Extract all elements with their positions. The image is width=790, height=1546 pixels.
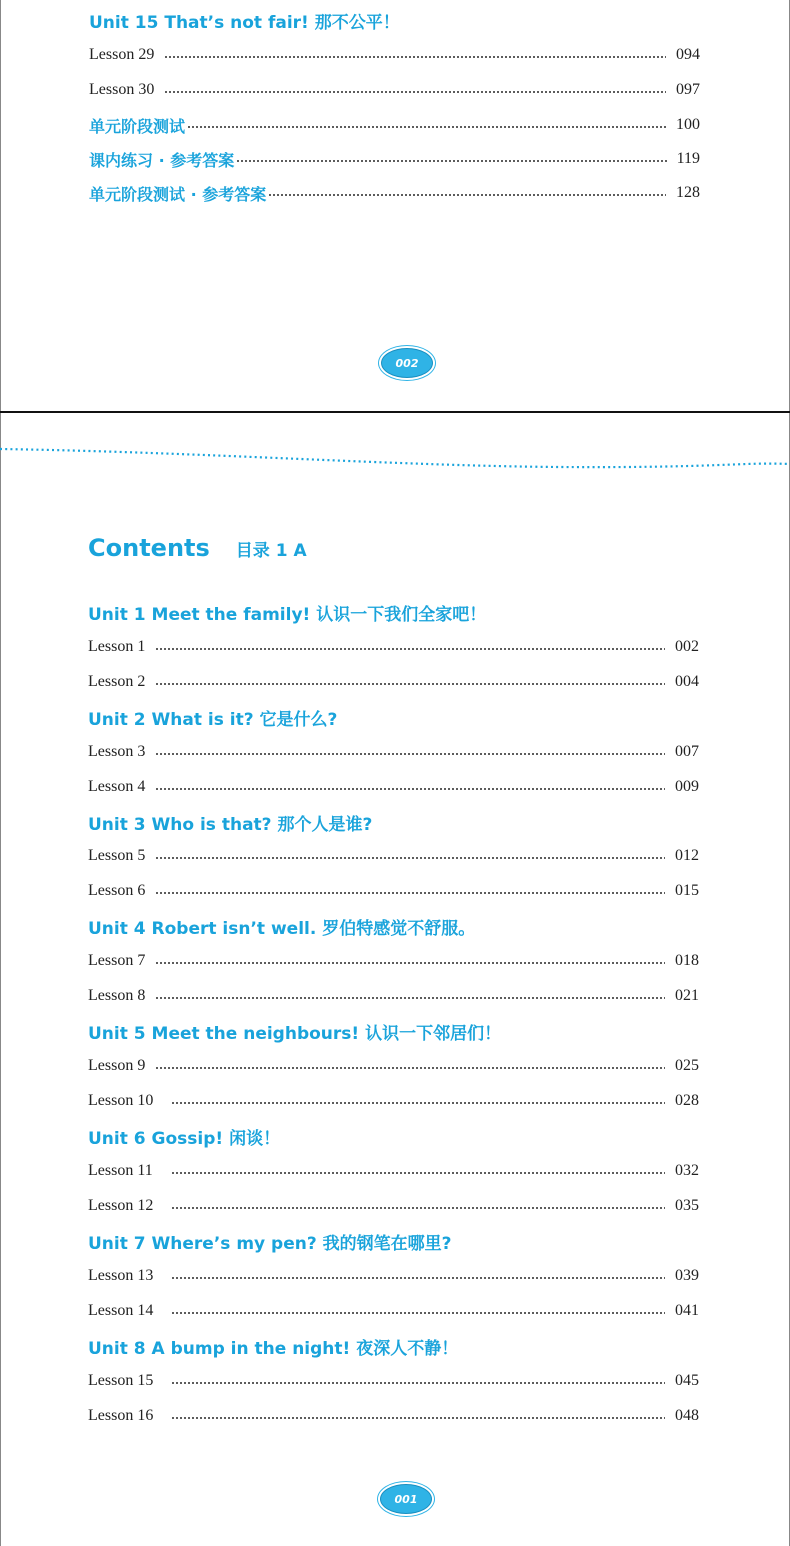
page-number: 021 xyxy=(675,987,699,1004)
lesson-label: Lesson 5 xyxy=(88,847,146,864)
unit-heading-text: Unit 1 Meet the family! 认识一下我们全家吧！ xyxy=(88,604,487,625)
toc-entry-unit-test[interactable] xyxy=(89,110,700,140)
dot-leader xyxy=(171,1382,665,1384)
page-number: 009 xyxy=(675,778,699,795)
dot-leader xyxy=(155,857,665,859)
lesson-label: Lesson 29 xyxy=(89,46,155,63)
unit-heading-text: Unit 15 That’s not fair! 那不公平！ xyxy=(89,12,400,33)
unit-heading-2[interactable] xyxy=(88,702,699,732)
toc-entry-lesson-5[interactable] xyxy=(88,841,699,871)
toc-entry-lesson-9[interactable] xyxy=(88,1051,699,1081)
toc-entry-lesson-29[interactable] xyxy=(89,40,700,70)
page-number: 025 xyxy=(675,1057,699,1074)
unit-heading-15 xyxy=(89,5,700,35)
page-number: 128 xyxy=(676,184,700,201)
lesson-label: Lesson 2 xyxy=(88,673,146,690)
page-number: 004 xyxy=(675,673,699,690)
unit-heading-text: Unit 8 A bump in the night! 夜深人不静！ xyxy=(88,1338,459,1359)
dot-leader xyxy=(155,788,665,790)
unit-heading-5[interactable] xyxy=(88,1016,699,1046)
section-label: 单元阶段测试 · 参考答案 xyxy=(89,184,267,204)
page-number: 119 xyxy=(676,150,700,167)
dot-leader xyxy=(171,1277,665,1279)
dot-leader xyxy=(236,160,666,162)
unit-heading-text: Unit 2 What is it? 它是什么? xyxy=(88,709,338,730)
unit-heading-3[interactable] xyxy=(88,807,699,837)
toc-entry-test-answers[interactable] xyxy=(89,178,700,208)
toc-entry-lesson-4[interactable] xyxy=(88,772,699,802)
dot-leader xyxy=(171,1102,665,1104)
toc-entry-lesson-30[interactable] xyxy=(89,75,700,105)
toc-entry-lesson-16[interactable] xyxy=(88,1401,699,1431)
toc-entry-lesson-2[interactable] xyxy=(88,667,699,697)
dot-leader xyxy=(155,962,665,964)
dot-leader xyxy=(155,648,665,650)
dot-leader xyxy=(164,91,666,93)
dot-leader xyxy=(171,1207,665,1209)
toc-page-002 xyxy=(0,0,790,413)
page-number: 045 xyxy=(675,1372,699,1389)
dot-leader xyxy=(155,997,665,999)
unit-heading-text: Unit 6 Gossip! 闲谈！ xyxy=(88,1128,281,1149)
dot-leader xyxy=(155,892,665,894)
toc-entry-lesson-12[interactable] xyxy=(88,1191,699,1221)
page-number: 007 xyxy=(675,743,699,760)
lesson-label: Lesson 8 xyxy=(88,987,146,1004)
lesson-label: Lesson 10 xyxy=(88,1092,154,1109)
page-number: 002 xyxy=(675,638,699,655)
unit-heading-7[interactable] xyxy=(88,1226,699,1256)
unit-heading-text: Unit 5 Meet the neighbours! 认识一下邻居们！ xyxy=(88,1023,502,1044)
page-number: 015 xyxy=(675,882,699,899)
page-number: 100 xyxy=(676,116,700,133)
lesson-label: Lesson 7 xyxy=(88,952,146,969)
toc-entry-lesson-8[interactable] xyxy=(88,981,699,1011)
page-number: 048 xyxy=(675,1407,699,1424)
page-number: 032 xyxy=(675,1162,699,1179)
lesson-label: Lesson 4 xyxy=(88,778,146,795)
dot-leader xyxy=(155,753,665,755)
lesson-label: Lesson 6 xyxy=(88,882,146,899)
dot-leader xyxy=(171,1172,665,1174)
page-number: 039 xyxy=(675,1267,699,1284)
unit-heading-6[interactable] xyxy=(88,1121,699,1151)
page-number: 028 xyxy=(675,1092,699,1109)
toc-entry-exercise-answers[interactable] xyxy=(89,144,700,174)
section-label: 单元阶段测试 xyxy=(89,116,186,136)
lesson-label: Lesson 30 xyxy=(89,81,155,98)
dot-leader xyxy=(164,56,666,58)
lesson-label: Lesson 15 xyxy=(88,1372,154,1389)
lesson-label: Lesson 11 xyxy=(88,1162,153,1179)
contents-title-zh: 目录 1 A xyxy=(235,540,307,561)
unit-heading-text: Unit 7 Where’s my pen? 我的钢笔在哪里? xyxy=(88,1233,452,1254)
lesson-label: Lesson 9 xyxy=(88,1057,146,1074)
dot-leader xyxy=(155,1067,665,1069)
toc-entry-lesson-1[interactable] xyxy=(88,632,699,662)
lesson-label: Lesson 14 xyxy=(88,1302,154,1319)
toc-entry-lesson-10[interactable] xyxy=(88,1086,699,1116)
toc-entry-lesson-11[interactable] xyxy=(88,1156,699,1186)
toc-entry-lesson-3[interactable] xyxy=(88,737,699,767)
page-number: 035 xyxy=(675,1197,699,1214)
lesson-label: Lesson 13 xyxy=(88,1267,154,1284)
dot-leader xyxy=(171,1312,665,1314)
page-number: 012 xyxy=(675,847,699,864)
lesson-label: Lesson 3 xyxy=(88,743,146,760)
toc-entry-lesson-13[interactable] xyxy=(88,1261,699,1291)
dot-leader xyxy=(155,683,665,685)
dot-leader xyxy=(187,126,666,128)
page-number: 097 xyxy=(676,81,700,98)
page-folio: 002 xyxy=(381,348,433,378)
unit-heading-text: Unit 4 Robert isn’t well. 罗伯特感觉不舒服。 xyxy=(88,918,476,939)
section-label: 课内练习 · 参考答案 xyxy=(89,150,235,170)
lesson-label: Lesson 12 xyxy=(88,1197,154,1214)
page-number: 041 xyxy=(675,1302,699,1319)
lesson-label: Lesson 16 xyxy=(88,1407,154,1424)
contents-title-en: Contents xyxy=(88,534,210,562)
toc-entry-lesson-7[interactable] xyxy=(88,946,699,976)
contents-title xyxy=(88,532,307,564)
toc-entry-lesson-15[interactable] xyxy=(88,1366,699,1396)
page-number: 018 xyxy=(675,952,699,969)
toc-entry-lesson-6[interactable] xyxy=(88,876,699,906)
dot-leader xyxy=(171,1417,665,1419)
dot-leader xyxy=(268,194,666,196)
unit-heading-4[interactable] xyxy=(88,911,699,941)
toc-entry-lesson-14[interactable] xyxy=(88,1296,699,1326)
decorative-wave-line xyxy=(0,440,790,480)
unit-heading-1[interactable] xyxy=(88,597,699,627)
lesson-label: Lesson 1 xyxy=(88,638,146,655)
page-folio: 001 xyxy=(380,1484,432,1514)
unit-heading-8[interactable] xyxy=(88,1331,699,1361)
page-number: 094 xyxy=(676,46,700,63)
unit-heading-text: Unit 3 Who is that? 那个人是谁? xyxy=(88,814,373,835)
